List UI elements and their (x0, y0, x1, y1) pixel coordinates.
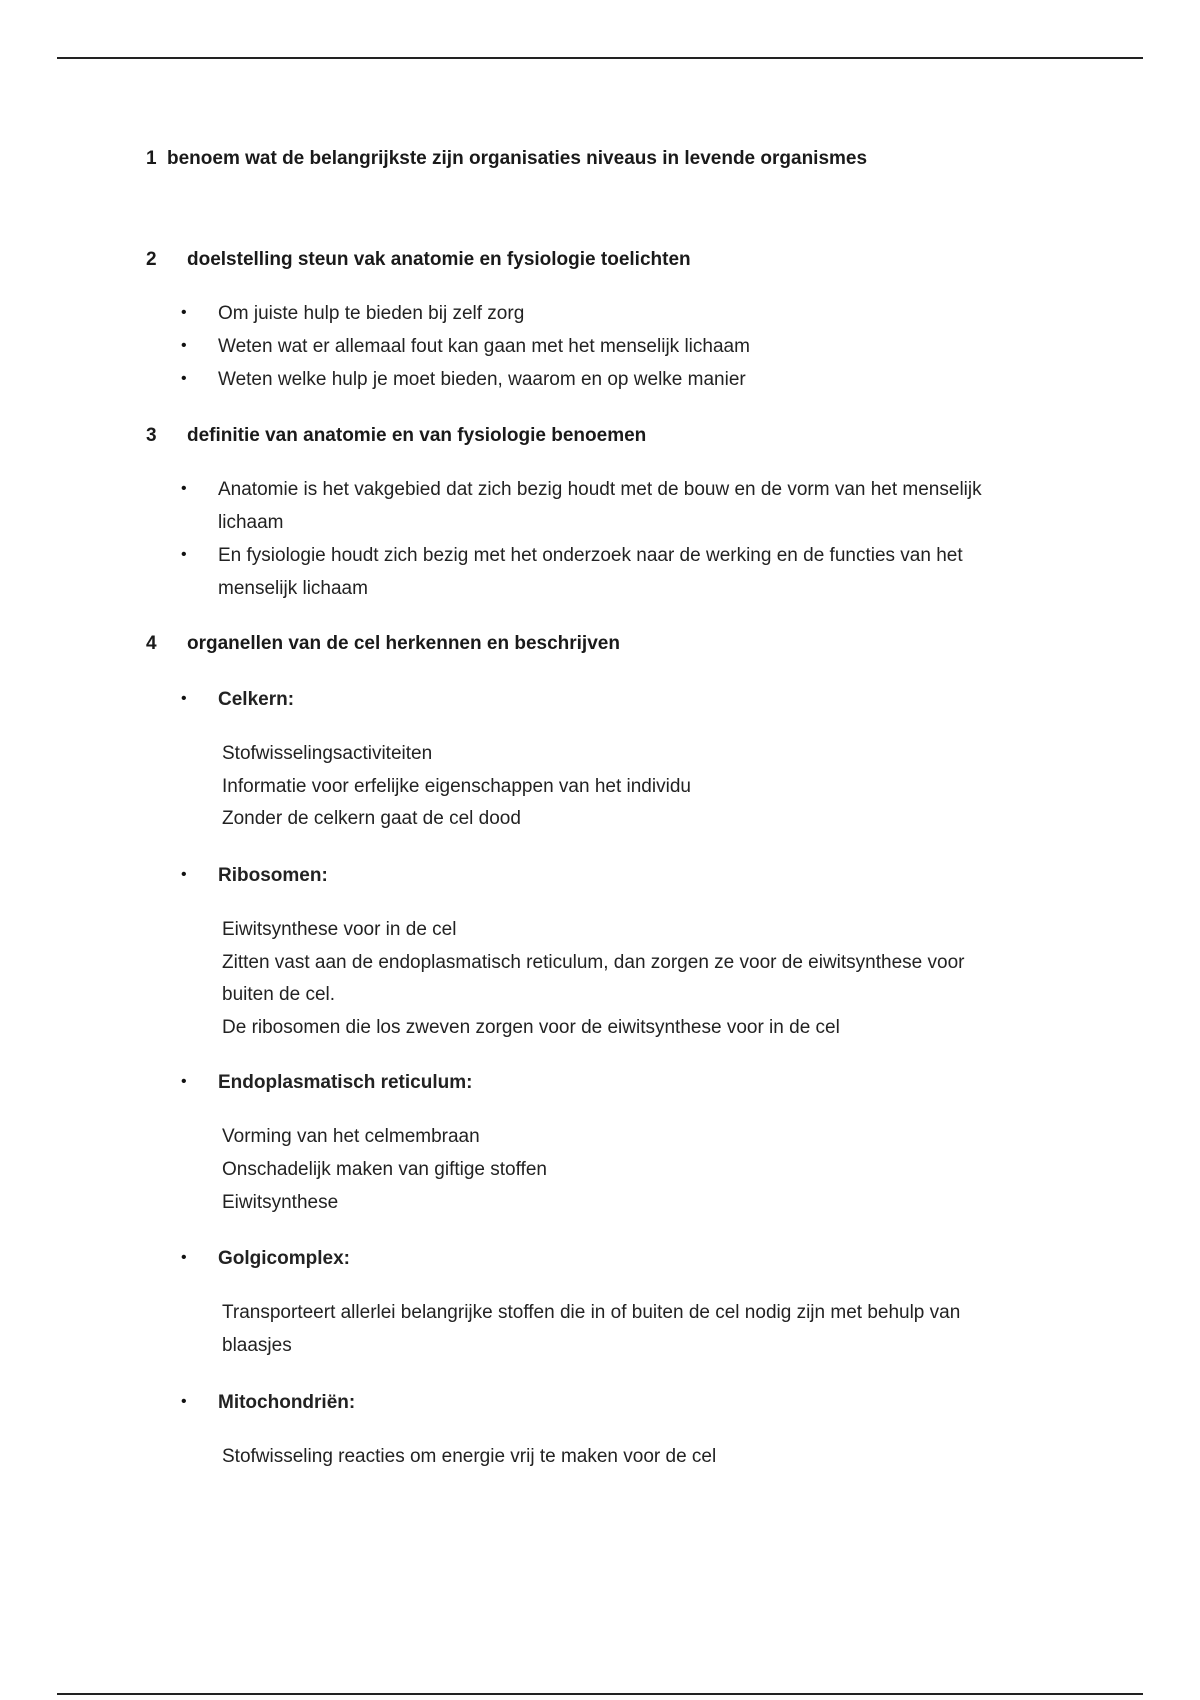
organelle-er-heading: Endoplasmatisch reticulum: (218, 1072, 473, 1093)
list-item-continuation: lichaam (218, 512, 284, 533)
list-item: En fysiologie houdt zich bezig met het onderzoek naar de werking en de functies van het (218, 545, 963, 566)
header-rule (57, 57, 1143, 59)
question-4-title: organellen van de cel herkennen en beschrijven (187, 633, 620, 654)
organelle-line: Transporteert allerlei belangrijke stoffen die in of buiten de cel nodig zijn met behulp van (222, 1302, 961, 1323)
organelle-line: Onschadelijk maken van giftige stoffen (222, 1159, 547, 1180)
list-item: Weten wat er allemaal fout kan gaan met het menselijk lichaam (218, 336, 750, 357)
organelle-line: Zonder de celkern gaat de cel dood (222, 808, 521, 829)
footer-rule (57, 1693, 1143, 1695)
bullet-icon: • (181, 370, 187, 387)
bullet-icon: • (181, 690, 187, 707)
list-item-continuation: menselijk lichaam (218, 578, 368, 599)
question-4-number: 4 (146, 633, 157, 654)
organelle-line: Informatie voor erfelijke eigenschappen van het individu (222, 776, 691, 797)
organelle-line: Zitten vast aan de endoplasmatisch reticulum, dan zorgen ze voor de eiwitsynthese voor (222, 952, 965, 973)
organelle-golgi-heading: Golgicomplex: (218, 1248, 350, 1269)
bullet-icon: • (181, 480, 187, 497)
question-3-title: definitie van anatomie en van fysiologie benoemen (187, 425, 647, 446)
question-3-number: 3 (146, 425, 157, 446)
question-1-title: benoem wat de belangrijkste zijn organisaties niveaus in levende organismes (167, 148, 868, 169)
organelle-line: Eiwitsynthese voor in de cel (222, 919, 457, 940)
bullet-icon: • (181, 1393, 187, 1410)
list-item: Om juiste hulp te bieden bij zelf zorg (218, 303, 525, 324)
organelle-line: Stofwisseling reacties om energie vrij te maken voor de cel (222, 1446, 717, 1467)
bullet-icon: • (181, 337, 187, 354)
bullet-icon: • (181, 1073, 187, 1090)
question-1-number: 1 (146, 148, 157, 169)
organelle-line: De ribosomen die los zweven zorgen voor de eiwitsynthese voor in de cel (222, 1017, 840, 1038)
organelle-line: Eiwitsynthese (222, 1192, 339, 1213)
organelle-line: Stofwisselingsactiviteiten (222, 743, 433, 764)
bullet-icon: • (181, 304, 187, 321)
list-item: Anatomie is het vakgebied dat zich bezig houdt met de bouw en de vorm van het menselijk (218, 479, 982, 500)
organelle-line: buiten de cel. (222, 984, 336, 1005)
bullet-icon: • (181, 866, 187, 883)
bullet-icon: • (181, 1249, 187, 1266)
organelle-line: blaasjes (222, 1335, 292, 1356)
bullet-icon: • (181, 546, 187, 563)
question-2-number: 2 (146, 249, 157, 270)
organelle-celkern-heading: Celkern: (218, 689, 295, 710)
organelle-mitochondrien-heading: Mitochondriën: (218, 1392, 356, 1413)
organelle-line: Vorming van het celmembraan (222, 1126, 480, 1147)
list-item: Weten welke hulp je moet bieden, waarom en op welke manier (218, 369, 746, 390)
organelle-ribosomen-heading: Ribosomen: (218, 865, 328, 886)
question-2-title: doelstelling steun vak anatomie en fysiologie toelichten (187, 249, 691, 270)
